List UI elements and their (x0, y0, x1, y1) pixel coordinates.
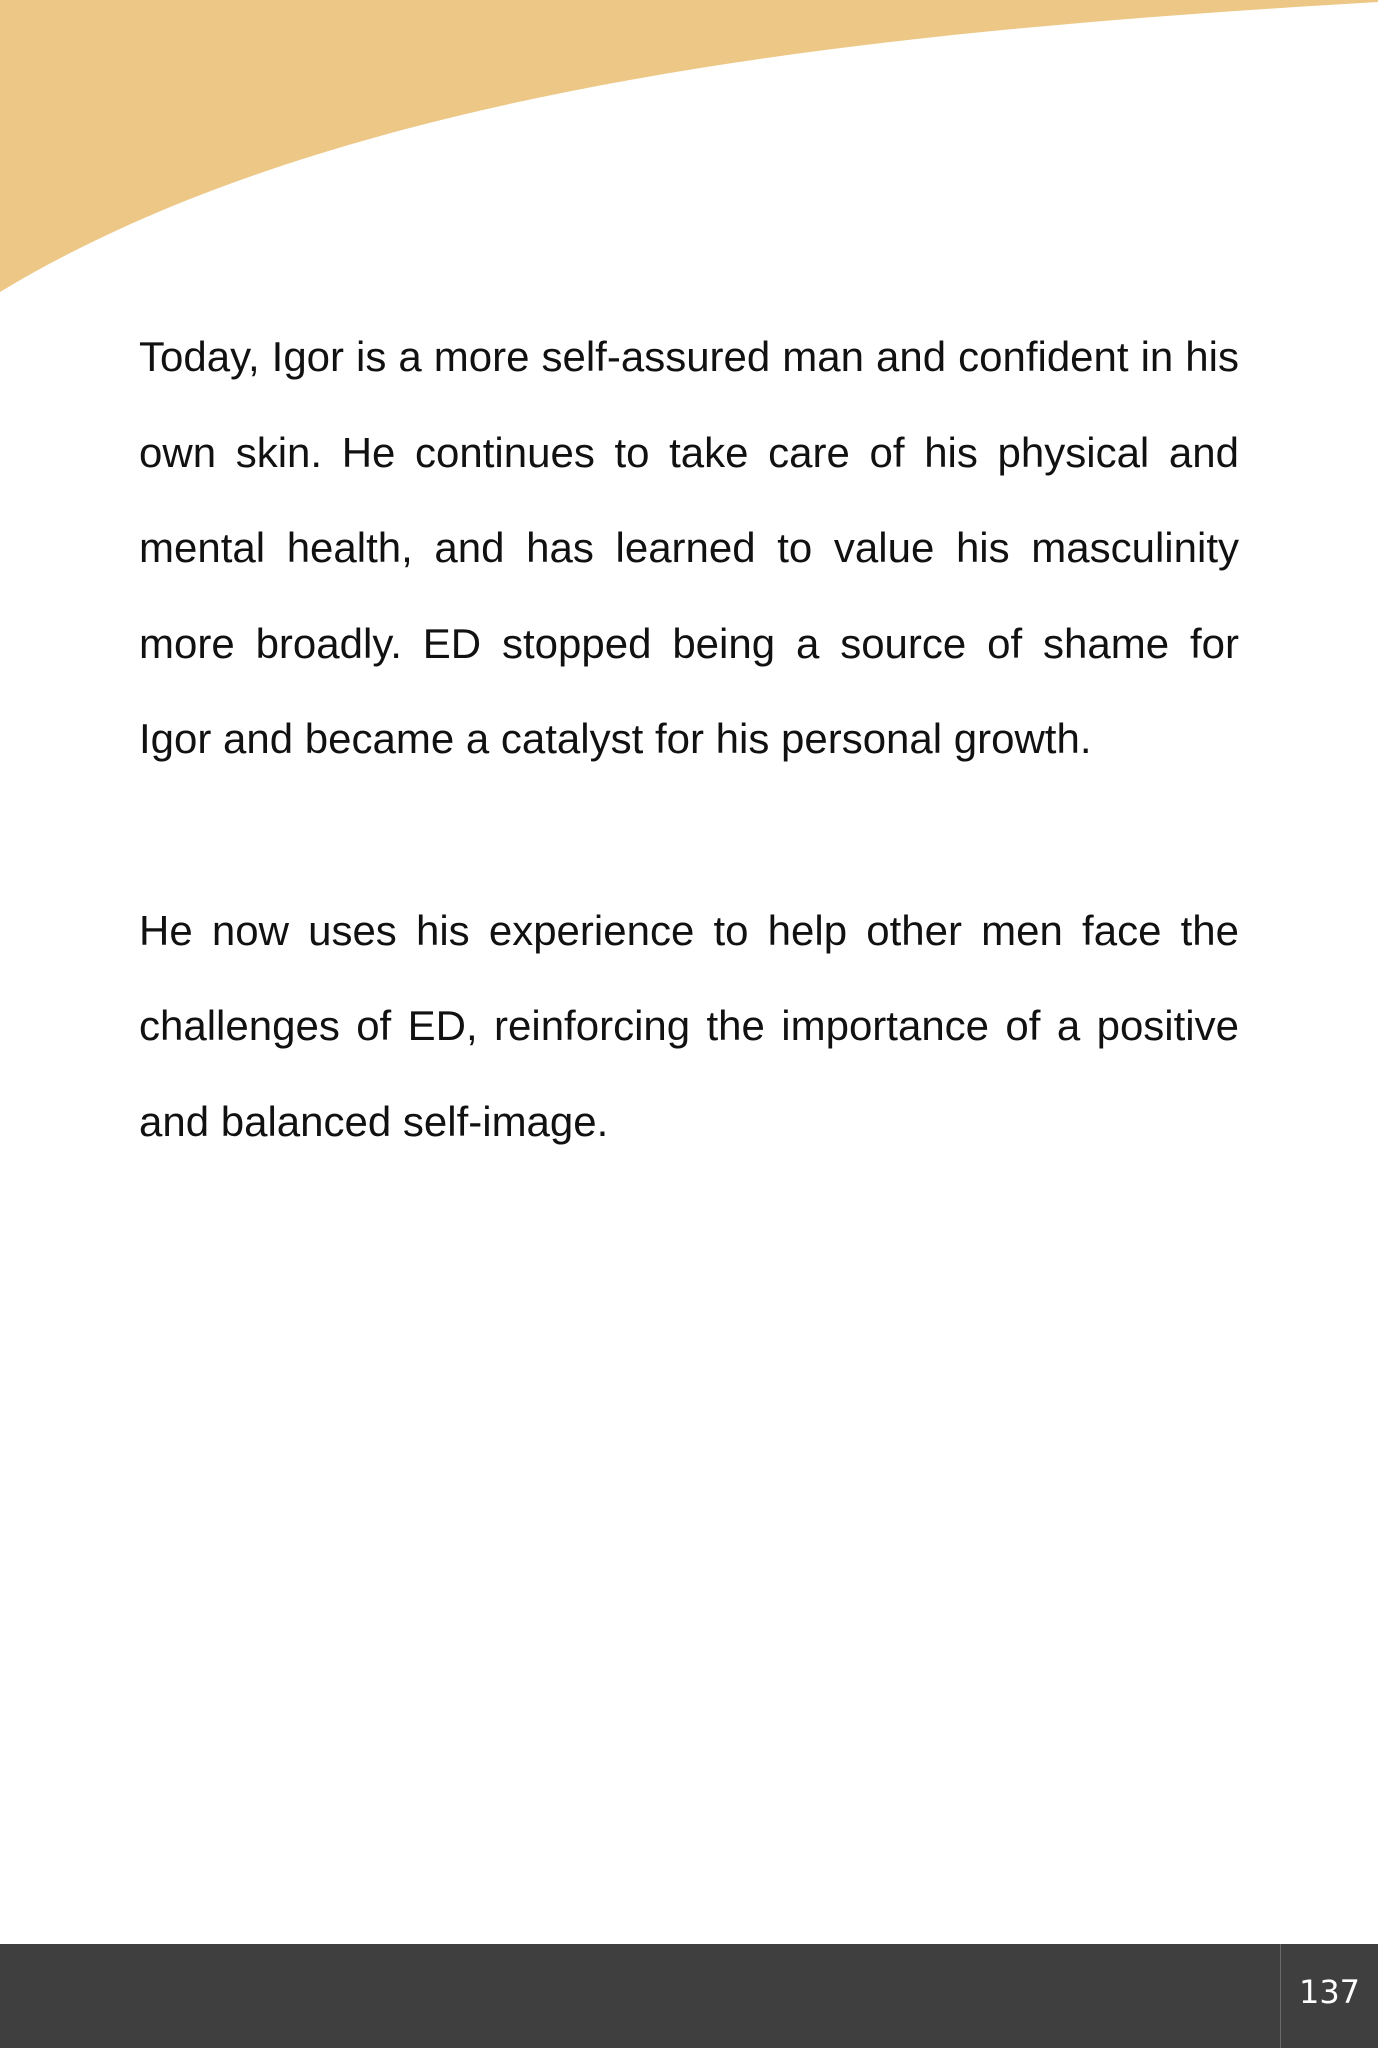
swoosh-shape (0, 0, 1378, 292)
page-number: 137 (1298, 1973, 1361, 2011)
page-footer (0, 1944, 1378, 2048)
page-number-box (1280, 1944, 1378, 2048)
body-paragraph: Today, Igor is a more self-assured man and confident in his own skin. He continues to take care of his physical and mental health, and has learned to value his masculinity more broadly. ED stopped being a source of shame for Igor and became a catalyst for his personal growth. (139, 333, 1239, 762)
document-body (139, 309, 1239, 1169)
body-paragraph: He now uses his experience to help other men face the challenges of ED, reinforcing the importance of a positive and balanced self-image. (139, 906, 1239, 1145)
decorative-header-swoosh (0, 0, 1378, 300)
